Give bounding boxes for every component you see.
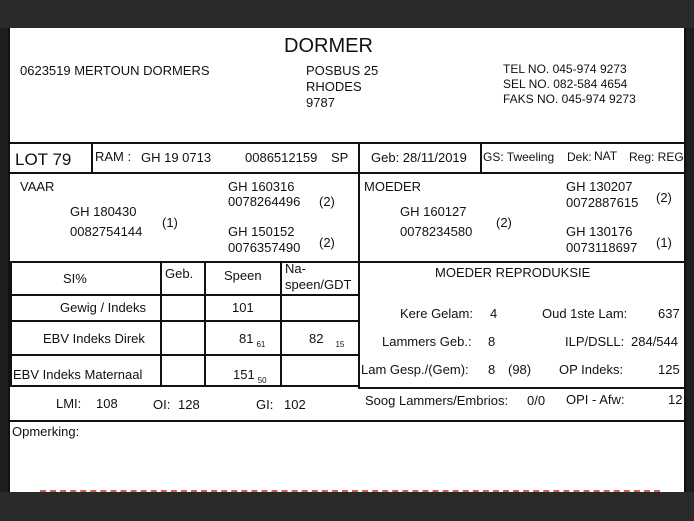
speen-subscript: 50	[257, 376, 267, 385]
tel-number: TEL NO. 045-974 9273	[503, 62, 627, 76]
table-bottom-divider	[10, 385, 360, 387]
col-naspeen-line-1: Na-	[285, 261, 306, 276]
ram-number: 0086512159	[245, 150, 318, 165]
pedigree-bottom-divider	[10, 261, 686, 263]
soog-value: 0/0	[527, 393, 546, 408]
speen-subscript: 61	[256, 340, 266, 349]
lot-divider	[91, 142, 93, 172]
maternal-grandsire-id: GH 130207	[566, 179, 633, 194]
row-speen	[233, 367, 267, 388]
speen-value: 81	[239, 331, 254, 346]
table-left-border	[10, 261, 12, 387]
birth-date: Geb: 28/11/2019	[371, 150, 467, 165]
table-right-border	[358, 261, 360, 387]
ram-id: GH 19 0713	[141, 150, 212, 165]
lam-gesp-value: 8	[488, 362, 496, 377]
oud-label: Oud 1ste Lam:	[542, 306, 628, 321]
table-col-divider-3	[280, 261, 282, 387]
ram-code: SP	[331, 150, 349, 165]
op-indeks-value: 125	[658, 362, 680, 377]
address-line-1: POSBUS 25	[306, 63, 379, 78]
paternal-granddam-code: (2)	[319, 235, 335, 250]
gi-label: GI:	[256, 397, 274, 412]
paternal-grandsire-number: 0078264496	[228, 194, 301, 209]
lammers-geb-label: Lammers Geb.:	[382, 334, 472, 349]
lammers-geb-value: 8	[488, 334, 496, 349]
row-naspeen	[309, 331, 344, 352]
table-row-divider-2	[10, 354, 360, 356]
title: DORMER	[284, 35, 373, 57]
row-speen	[239, 331, 265, 352]
address-line-2: RHODES	[306, 79, 362, 94]
cell-number: SEL NO. 082-584 4654	[503, 77, 628, 91]
maternal-granddam-code: (1)	[656, 235, 672, 250]
dam-code: (2)	[496, 215, 512, 230]
oud-value: 637	[658, 306, 680, 321]
header-divider	[10, 142, 686, 144]
pedigree-divider	[358, 172, 360, 262]
paternal-granddam-number: 0076357490	[228, 240, 301, 255]
lot-card	[8, 28, 686, 492]
opi-label: OPI - Afw:	[566, 392, 625, 407]
gs-status: GS: Tweeling	[483, 150, 555, 164]
row-label: Gewig / Indeks	[60, 300, 146, 315]
maternal-granddam-id: GH 130176	[566, 224, 633, 239]
bottom-dark-bar	[0, 492, 694, 521]
table-col-divider-2	[204, 261, 206, 387]
lmi-value: 108	[96, 396, 118, 411]
paternal-grandsire-code: (2)	[319, 194, 335, 209]
dam-id: GH 160127	[400, 204, 467, 219]
maternal-grandsire-code: (2)	[656, 190, 672, 205]
address-line-3: 9787	[306, 95, 335, 110]
lot-row-divider	[10, 172, 686, 174]
ilp-label: ILP/DSLL:	[565, 334, 625, 349]
sire-id: GH 180430	[70, 204, 137, 219]
lam-gesp-label: Lam Gesp./(Gem):	[361, 362, 469, 377]
ram-label: RAM :	[95, 149, 132, 164]
sire-code: (1)	[162, 215, 178, 230]
kere-gelam-value: 4	[490, 306, 498, 321]
lot-number: LOT 79	[15, 150, 72, 169]
row-label: EBV Indeks Maternaal	[13, 367, 143, 382]
dam-number: 0078234580	[400, 224, 473, 239]
op-indeks-label: OP Indeks:	[559, 362, 624, 377]
ilp-value: 284/544	[631, 334, 678, 349]
speen-value: 151	[233, 367, 255, 382]
lam-gesp-gem: (98)	[508, 362, 532, 377]
reproduction-title: MOEDER REPRODUKSIE	[435, 265, 591, 280]
col-naspeen-line-2: speen/GDT	[285, 277, 352, 292]
paternal-granddam-id: GH 150152	[228, 224, 295, 239]
reproduction-divider	[358, 387, 686, 389]
moeder-label: MOEDER	[364, 179, 422, 194]
col-speen: Speen	[224, 268, 262, 283]
dek-value: NAT	[594, 149, 618, 163]
naspeen-subscript: 15	[335, 340, 345, 349]
paternal-grandsire-id: GH 160316	[228, 179, 295, 194]
vaar-label: VAAR	[20, 179, 55, 194]
table-col-divider-1	[160, 261, 162, 387]
maternal-grandsire-number: 0072887615	[566, 195, 639, 210]
ram-divider	[358, 142, 360, 172]
fax-number: FAKS NO. 045-974 9273	[503, 92, 636, 106]
farm-name: 0623519 MERTOUN DORMERS	[20, 63, 210, 78]
table-header-divider	[10, 294, 360, 296]
speen-value: 101	[232, 300, 254, 315]
oi-value: 128	[178, 397, 200, 412]
lmi-label: LMI:	[56, 396, 82, 411]
geb-divider	[480, 142, 482, 172]
kere-gelam-label: Kere Gelam:	[400, 306, 473, 321]
maternal-granddam-number: 0073118697	[566, 240, 638, 255]
top-dark-bar	[0, 0, 694, 28]
col-si: SI%	[63, 271, 87, 286]
summary-divider	[10, 420, 686, 422]
reg-status: Reg: REG	[629, 150, 684, 164]
col-geb: Geb.	[165, 266, 194, 281]
gi-value: 102	[284, 397, 306, 412]
sire-number: 0082754144	[70, 224, 143, 239]
oi-label: OI:	[153, 397, 171, 412]
row-label: EBV Indeks Direk	[43, 331, 145, 346]
soog-label: Soog Lammers/Embrios:	[365, 393, 509, 408]
table-row-divider-1	[10, 320, 360, 322]
dek-label: Dek:	[567, 150, 592, 164]
opi-value: 12	[668, 392, 683, 407]
naspeen-value: 82	[309, 331, 324, 346]
row-speen	[232, 300, 254, 315]
remarks-label: Opmerking:	[12, 424, 80, 439]
